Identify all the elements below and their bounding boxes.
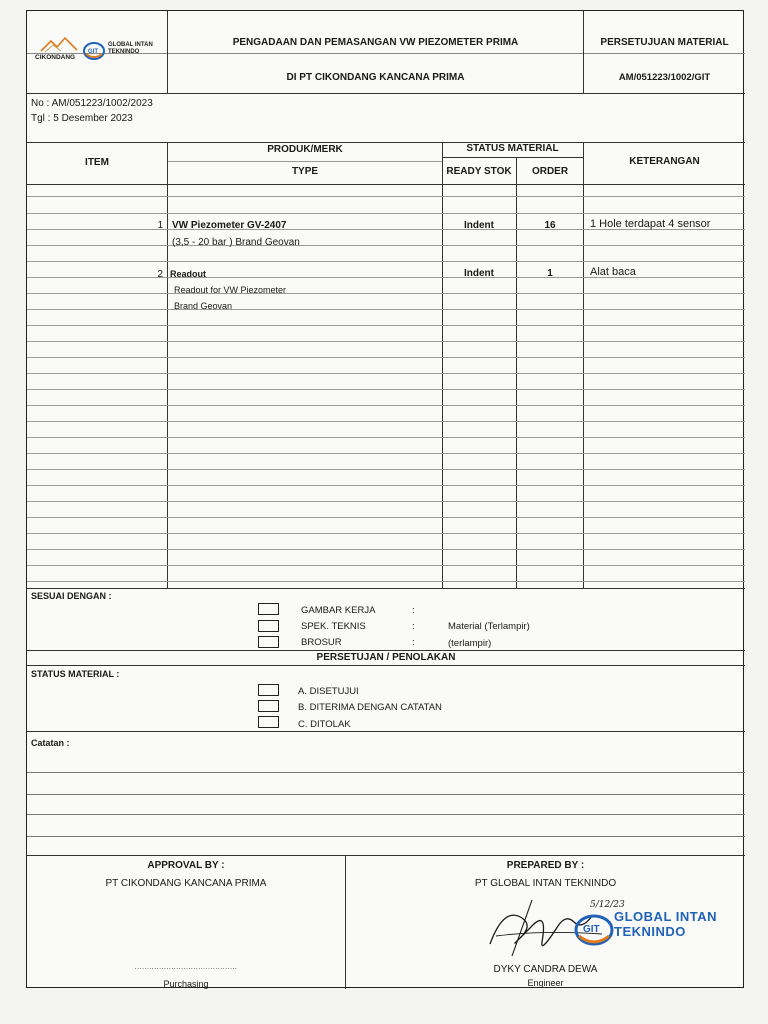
approval-role: Purchasing xyxy=(163,979,209,989)
prepared-title: PREPARED BY : xyxy=(506,860,585,871)
table-grid-line xyxy=(27,341,745,342)
sesuai-value: (terlampir) xyxy=(448,638,492,649)
col-status-header: STATUS MATERIAL xyxy=(466,143,559,154)
row-number: 2 xyxy=(157,269,163,280)
table-grid-line xyxy=(27,261,745,262)
title-line-1: PENGADAAN DAN PEMASANGAN VW PIEZOMETER PRIMA xyxy=(232,37,519,48)
stamp-badge: GIT xyxy=(583,924,600,935)
col-type-header: TYPE xyxy=(291,166,319,177)
persetujuan-title: PERSETUJAN / PENOLAKAN xyxy=(316,652,456,663)
catatan-line xyxy=(27,794,745,795)
col-order-header: ORDER xyxy=(531,166,569,177)
catatan-line xyxy=(27,814,745,815)
table-grid-line xyxy=(27,469,745,470)
prepared-role: Engineer xyxy=(527,978,564,988)
table-grid-line xyxy=(27,277,745,278)
mountain-icon xyxy=(35,35,87,69)
stamp-line-1: GLOBAL INTAN xyxy=(614,909,718,924)
svg-text:GIT: GIT xyxy=(88,49,98,55)
col-ket-header: KETERANGAN xyxy=(629,156,700,167)
gambar-kerja-checkbox[interactable] xyxy=(258,603,279,615)
row-number: 1 xyxy=(157,220,163,231)
row-product-name: Readout xyxy=(170,269,206,279)
row-order: 16 xyxy=(544,220,556,231)
table-grid-line xyxy=(27,437,745,438)
doc-date: Tgl : 5 Desember 2023 xyxy=(31,113,133,124)
sesuai-colon: : xyxy=(412,621,415,632)
git-badge-icon xyxy=(83,41,105,61)
approval-signature-line: .......................................... xyxy=(134,964,238,971)
sesuai-colon: : xyxy=(412,605,415,616)
table-grid-line xyxy=(27,357,745,358)
table-grid-line xyxy=(27,213,745,214)
company-stamp xyxy=(572,906,762,956)
approval-company: PT CIKONDANG KANCANA PRIMA xyxy=(105,878,267,889)
row-product-sub: Brand Geovan xyxy=(174,301,233,311)
col-produk-header: PRODUK/MERK xyxy=(267,144,343,155)
table-grid-line xyxy=(27,196,745,197)
prepared-company: PT GLOBAL INTAN TEKNINDO xyxy=(474,878,617,889)
table-header-bottom xyxy=(27,184,745,185)
disetujui-checkbox[interactable] xyxy=(258,684,279,696)
table-grid-line xyxy=(27,581,745,582)
catatan-line xyxy=(27,772,745,773)
table-grid-line xyxy=(27,405,745,406)
table-grid-line xyxy=(27,309,745,310)
row-product-sub: Readout for VW Piezometer xyxy=(174,285,287,295)
row-ready: Indent xyxy=(464,268,494,279)
persetujuan-top-line xyxy=(27,650,745,651)
table-grid-line xyxy=(27,389,745,390)
catatan-line xyxy=(27,836,745,837)
catatan-label: Catatan : xyxy=(31,738,70,748)
approval-title: APPROVAL BY : xyxy=(147,860,225,871)
logo-left-text: CIKONDANG xyxy=(35,54,76,61)
git-logo xyxy=(81,39,167,63)
brosur-checkbox[interactable] xyxy=(258,636,279,648)
row-keterangan: Alat baca xyxy=(590,266,636,278)
persetujuan-bottom-line xyxy=(27,665,745,666)
row-product-sub: (3,5 - 20 bar ) Brand Geovan xyxy=(172,237,300,248)
sesuai-colon: : xyxy=(412,637,415,648)
row-order: 1 xyxy=(547,268,553,279)
ditolak-checkbox[interactable] xyxy=(258,716,279,728)
right-code: AM/051223/1002/GIT xyxy=(618,72,711,83)
col-item-header: ITEM xyxy=(85,157,109,168)
cikondang-logo xyxy=(35,35,87,69)
col-divider-order xyxy=(583,142,584,588)
logo-right-text-2: TEKNINDO xyxy=(108,49,140,55)
table-grid-line xyxy=(27,325,745,326)
meta-bottom-line xyxy=(27,142,745,143)
row-ready: Indent xyxy=(464,220,494,231)
produk-sub-line xyxy=(168,161,442,162)
table-grid-line xyxy=(27,373,745,374)
table-grid-line xyxy=(27,517,745,518)
signature-date: 5/12/23 xyxy=(590,900,625,910)
status-option: A. DISETUJUI xyxy=(298,686,359,697)
sesuai-label: SESUAI DENGAN : xyxy=(31,591,112,601)
status-option: C. DITOLAK xyxy=(298,719,351,730)
row-product-name: VW Piezometer GV-2407 xyxy=(172,220,287,231)
table-grid-line xyxy=(27,533,745,534)
doc-number: No : AM/051223/1002/2023 xyxy=(31,98,153,109)
sesuai-item-label: GAMBAR KERJA xyxy=(301,605,376,616)
right-title: PERSETUJUAN MATERIAL xyxy=(600,37,729,48)
table-grid-line xyxy=(27,421,745,422)
table-grid-line xyxy=(27,565,745,566)
table-grid-line xyxy=(27,549,745,550)
status-option: B. DITERIMA DENGAN CATATAN xyxy=(298,702,442,713)
table-grid-line xyxy=(27,245,745,246)
stamp-line-2: TEKNINDO xyxy=(614,924,686,939)
diterima-catatan-checkbox[interactable] xyxy=(258,700,279,712)
status-label: STATUS MATERIAL : xyxy=(31,669,120,679)
table-grid-line xyxy=(27,453,745,454)
table-grid-line xyxy=(27,485,745,486)
catatan-top-line xyxy=(27,731,745,732)
sesuai-item-label: BROSUR xyxy=(301,637,342,648)
col-ready-header: READY STOK xyxy=(446,166,512,177)
sesuai-value: Material (Terlampir) xyxy=(448,621,530,632)
signature-top-line xyxy=(27,855,745,856)
col-divider-produk xyxy=(442,142,443,588)
row-keterangan: 1 Hole terdapat 4 sensor xyxy=(590,218,711,230)
approval-form-sheet xyxy=(26,10,744,988)
sesuai-item-label: SPEK. TEKNIS xyxy=(301,621,366,632)
logo-right-text-1: GLOBAL INTAN xyxy=(108,42,153,48)
prepared-name: DYKY CANDRA DEWA xyxy=(493,964,598,975)
status-sub-line xyxy=(442,157,583,158)
table-grid-line xyxy=(27,293,745,294)
table-bottom-line xyxy=(27,588,745,589)
title-line-2: DI PT CIKONDANG KANCANA PRIMA xyxy=(286,72,465,83)
header-bottom-line xyxy=(27,93,745,94)
col-divider-item xyxy=(167,142,168,588)
table-grid-line xyxy=(27,501,745,502)
spek-teknis-checkbox[interactable] xyxy=(258,620,279,632)
